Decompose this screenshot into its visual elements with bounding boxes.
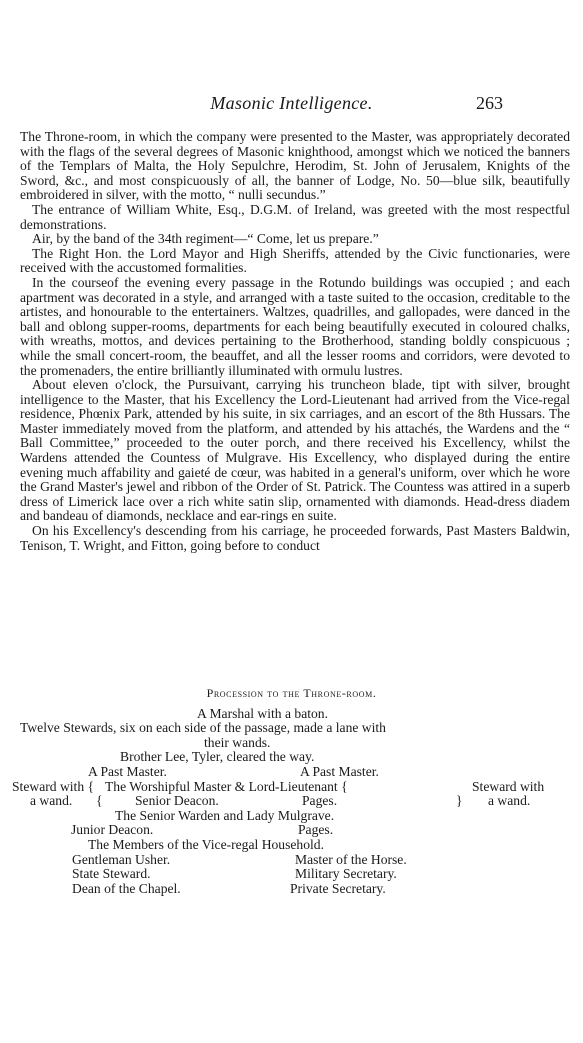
procession-line	[0, 721, 583, 736]
procession-gentleman-usher: Gentleman Usher.	[72, 851, 171, 867]
running-title: Masonic Intelligence.	[210, 93, 373, 113]
procession-state-steward: State Steward.	[72, 866, 151, 882]
procession-line	[0, 794, 583, 809]
procession-a-wand-left: a wand.	[30, 793, 73, 809]
procession-list	[0, 686, 583, 896]
procession-line	[0, 707, 583, 722]
paragraph-entrance: The entrance of William White, Esq., D.G.M. of Ireland, was greeted with the most respectful demonstrations.	[20, 201, 570, 232]
procession-brace-right: }	[456, 793, 463, 809]
paragraph-air: Air, by the band of the 34th regiment—“ Come, let us prepare.”	[32, 231, 379, 247]
procession-past-master-right: A Past Master.	[300, 763, 379, 779]
procession-steward-with: Steward with {	[12, 778, 95, 794]
paragraph-lord-mayor: The Right Hon. the Lord Mayor and High Sheriffs, attended by the Civic functionaries, were received with the accustomed formalities.	[20, 245, 570, 276]
procession-tyler: Brother Lee, Tyler, cleared the way.	[120, 749, 315, 765]
paragraph-pursuivant: About eleven o'clock, the Pursuivant, carrying his truncheon blade, tipt with silver, brought intelligence to the Master, that his Excellency the Lord-Lieutenant had arrived from the Vice-regal residence, Phœnix Park, attended by his suite, in six carriages, and an escort of the 8th Hussars. The Master immediately moved from the platform, and attended by his attachés, the Wardens and the “ Ball Committee,” proceeded to the outer porch, and there received his Excellency, whilst the Wardens attended the Countess of Mulgrave. His Excellency, who displayed during the entire evening much affability and gaieté de cœur, was habited in a general's uniform, over which he wore the Grand Master's jewel and ribbon of the Order of St. Patrick. The Countess was attired in a superb dress of Limerick lace over a rich white satin slip, ornamented with diamonds. Head-dress diadem and bandeau of diamonds, necklace and ear-rings en suite.	[20, 377, 570, 524]
procession-line	[0, 765, 583, 780]
procession-senior-deacon: Senior Deacon.	[135, 793, 219, 809]
procession-a-wand-right: a wand.	[488, 793, 531, 809]
procession-master-horse: Master of the Horse.	[295, 851, 407, 867]
procession-past-master-left: A Past Master.	[88, 763, 167, 779]
procession-pages: Pages.	[302, 793, 338, 809]
procession-stewards: Twelve Stewards, six on each side of the passage, made a lane with	[20, 720, 386, 736]
paragraph-evening: In the courseof the evening every passage in the Rotundo buildings was occupied ; and each apartment was decorated in a style, and arranged with a taste suited to the occasion, creditable to the artistes, and honourable to the entertainers. Waltzes, quadrilles, and gallopades, were danced in the ball and oblong supper-rooms, departments for each being beautifully executed in coloured chalks, with wreaths, mottos, and devices pertaining to the Brotherhood, standing boldly conspicuous ; while the small concert-room, the beauffet, and all the lesser rooms and corridors, were devoted to the promenaders, the entire brilliantly illuminated with ormulu lustres.	[20, 274, 570, 378]
procession-military-secretary: Military Secretary.	[295, 866, 397, 882]
procession-line	[0, 823, 583, 838]
procession-pages: Pages.	[298, 822, 334, 838]
procession-junior-deacon: Junior Deacon.	[71, 822, 154, 838]
procession-senior-warden: The Senior Warden and Lady Mulgrave.	[115, 807, 335, 823]
paragraph-throne-room: The Throne-room, in which the company were presented to the Master, was appropriately decorated with the flags of the several degrees of Masonic knighthood, amongst which we noticed the banners of the Templars of Malta, the Holy Sepulchre, Herodim, St. John of Jerusalem, Knights of the Sword, &c., and most conspicuously of all, the banner of Lodge, No. 50—blue silk, beautifully embroidered in silver, with the motto, “ nulli secundus.”	[20, 129, 570, 203]
procession-private-secretary: Private Secretary.	[290, 880, 386, 896]
procession-brace-left: {	[96, 793, 103, 809]
procession-worshipful-master: The Worshipful Master & Lord-Lieutenant {	[105, 778, 348, 794]
procession-line	[0, 867, 583, 882]
procession-line	[0, 838, 583, 853]
procession-line	[0, 882, 583, 897]
article-body	[20, 130, 570, 553]
procession-line	[0, 750, 583, 765]
procession-marshal: A Marshal with a baton.	[197, 705, 329, 721]
paragraph-descending: On his Excellency's descending from his carriage, he proceeded forwards, Past Masters Baldwin, Tenison, T. Wright, and Fitton, going before to conduct	[20, 523, 570, 553]
procession-dean-chapel: Dean of the Chapel.	[72, 880, 181, 896]
procession-stewards-cont: their wands.	[204, 734, 271, 750]
procession-steward-with-right: Steward with	[472, 778, 545, 794]
running-header	[0, 93, 583, 115]
page-number: 263	[476, 93, 503, 113]
procession-line	[0, 736, 583, 751]
procession-line	[0, 853, 583, 868]
procession-heading: Procession to the Throne-room.	[206, 686, 377, 700]
procession-line	[0, 780, 583, 795]
procession-line	[0, 809, 583, 824]
procession-vice-regal: The Members of the Vice-regal Household.	[88, 836, 324, 852]
